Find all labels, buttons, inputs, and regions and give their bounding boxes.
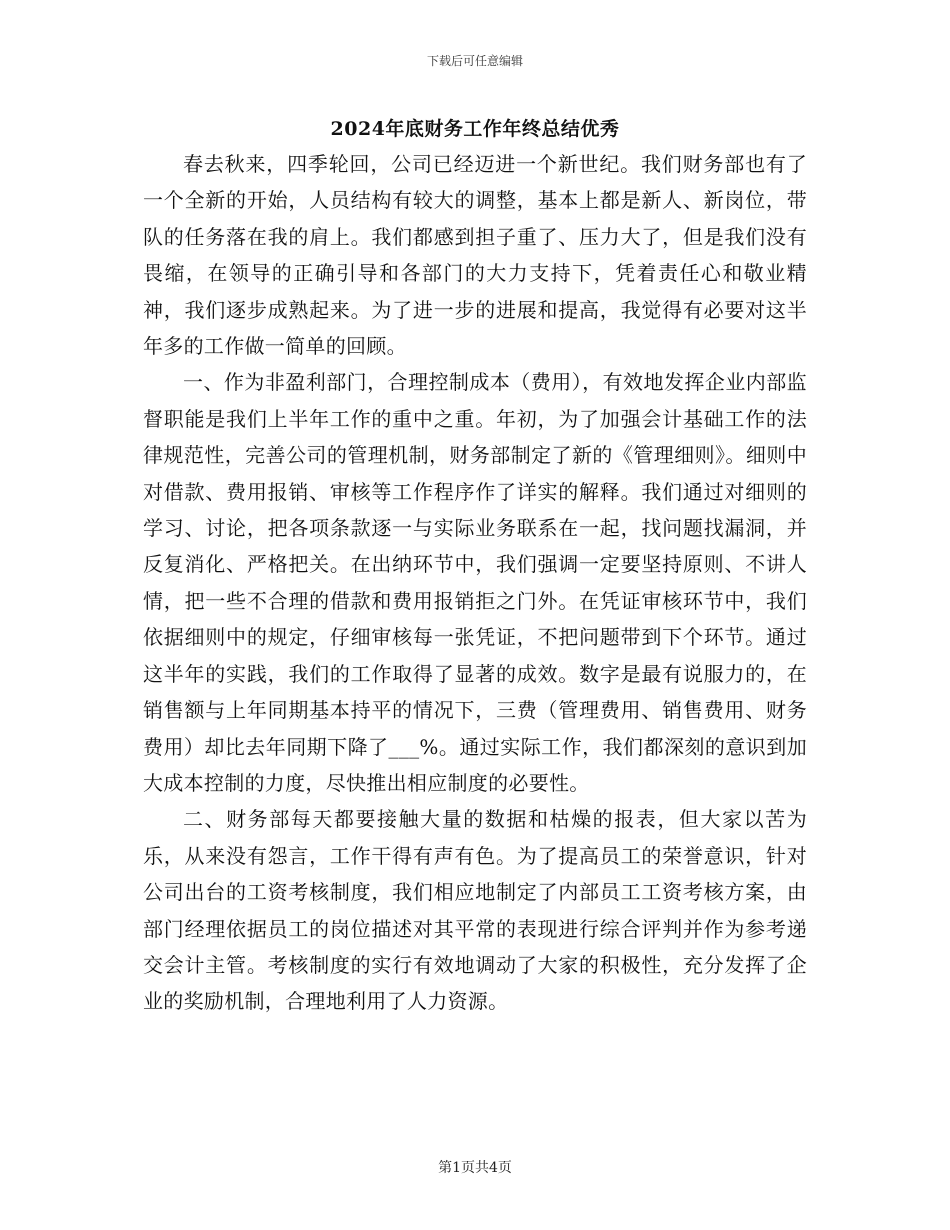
paragraph-staff-assessment: 二、财务部每天都要接触大量的数据和枯燥的报表，但大家以苦为乐，从来没有怨言，工作干得有声有色。为了提高员工的荣誉意识，针对公司出台的工资考核制度，我们相应地制定了内部员工工资考核方案，由部门经理依据员工的岗位描述对其平常的表现进行综合评判并作为参考递交会计主管。考核制度的实行有效地调动了大家的积极性，充分发挥了企业的奖励机制，合理地利用了人力资源。	[143, 807, 807, 1014]
paragraph-cost-control: 一、作为非盈利部门，合理控制成本（费用），有效地发挥企业内部监督职能是我们上半年工作的重中之重。年初，为了加强会计基础工作的法律规范性，完善公司的管理机制，财务部制定了新的《管理细则》。细则中对借款、费用报销、审核等工作程序作了详实的解释。我们通过对细则的学习、讨论，把各项条款逐一与实际业务联系在一起，找问题找漏洞，并反复消化、严格把关。在出纳环节中，我们强调一定要坚持原则、不讲人情，把一些不合理的借款和费用报销拒之门外。在凭证审核环节中，我们依据细则中的规定，仔细审核每一张凭证，不把问题带到下个环节。通过这半年的实践，我们的工作取得了显著的成效。数字是最有说服力的，在销售额与上年同期基本持平的情况下，三费（管理费用、销售费用、财务费用）却比去年同期下降了___%。通过实际工作，我们都深刻的意识到加大成本控制的力度，尽快推出相应制度的必要性。	[143, 370, 807, 795]
paragraph-intro: 春去秋来，四季轮回，公司已经迈进一个新世纪。我们财务部也有了一个全新的开始，人员结构有较大的调整，基本上都是新人、新岗位，带队的任务落在我的肩上。我们都感到担子重了、压力大了，但是我们没有畏缩，在领导的正确引导和各部门的大力支持下，凭着责任心和敬业精神，我们逐步成熟起来。为了进一步的进展和提高，我觉得有必要对这半年多的工作做一简单的回顾。	[143, 152, 807, 359]
page-number: 第1页共4页	[438, 1160, 512, 1176]
page-header-note: 下载后可任意编辑	[426, 54, 523, 68]
document-title: 2024年底财务工作年终总结优秀	[330, 118, 620, 140]
document-body	[143, 146, 807, 1020]
